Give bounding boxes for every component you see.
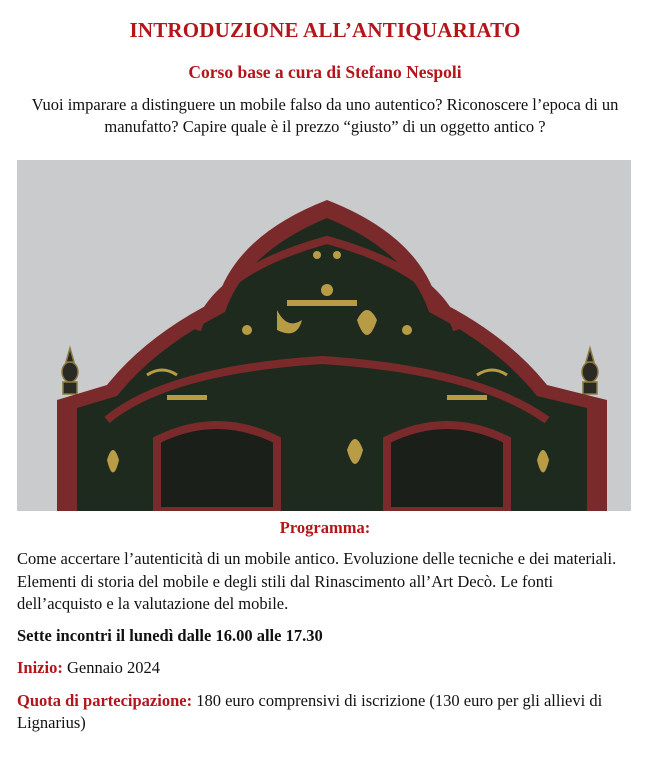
page-subtitle: Corso base a cura di Stefano Nespoli xyxy=(188,62,462,82)
cabinet-photo xyxy=(17,160,631,511)
meetings-schedule: Sette incontri il lunedì dalle 16.00 alle 17.30 xyxy=(17,626,323,645)
fee-label: Quota di partecipazione: xyxy=(17,691,193,710)
program-heading: Programma: xyxy=(279,518,371,537)
fee-value: 180 euro comprensivi di iscrizione (130 euro per gli allievi di Lignarius) xyxy=(17,691,603,732)
start-date xyxy=(17,658,637,678)
participation-fee xyxy=(17,690,617,734)
start-label: Inizio: xyxy=(17,658,63,677)
page-title: INTRODUZIONE ALL’ANTIQUARIATO xyxy=(129,18,521,42)
start-value: Gennaio 2024 xyxy=(62,658,160,677)
program-description: Come accertare l’autenticità di un mobile antico. Evoluzione delle tecniche e dei materiali. Elementi di storia del mobile e degli stili dal Rinascimento all’Art Decò. Le fonti dell’acquisto e la valutazione del mobile. xyxy=(17,549,617,613)
intro-paragraph: Vuoi imparare a distinguere un mobile falso da uno autentico? Riconoscere l’epoca di un manufatto? Capire quale è il prezzo “giusto” di un oggetto antico ? xyxy=(31,95,619,136)
cabinet-illustration xyxy=(17,160,631,511)
